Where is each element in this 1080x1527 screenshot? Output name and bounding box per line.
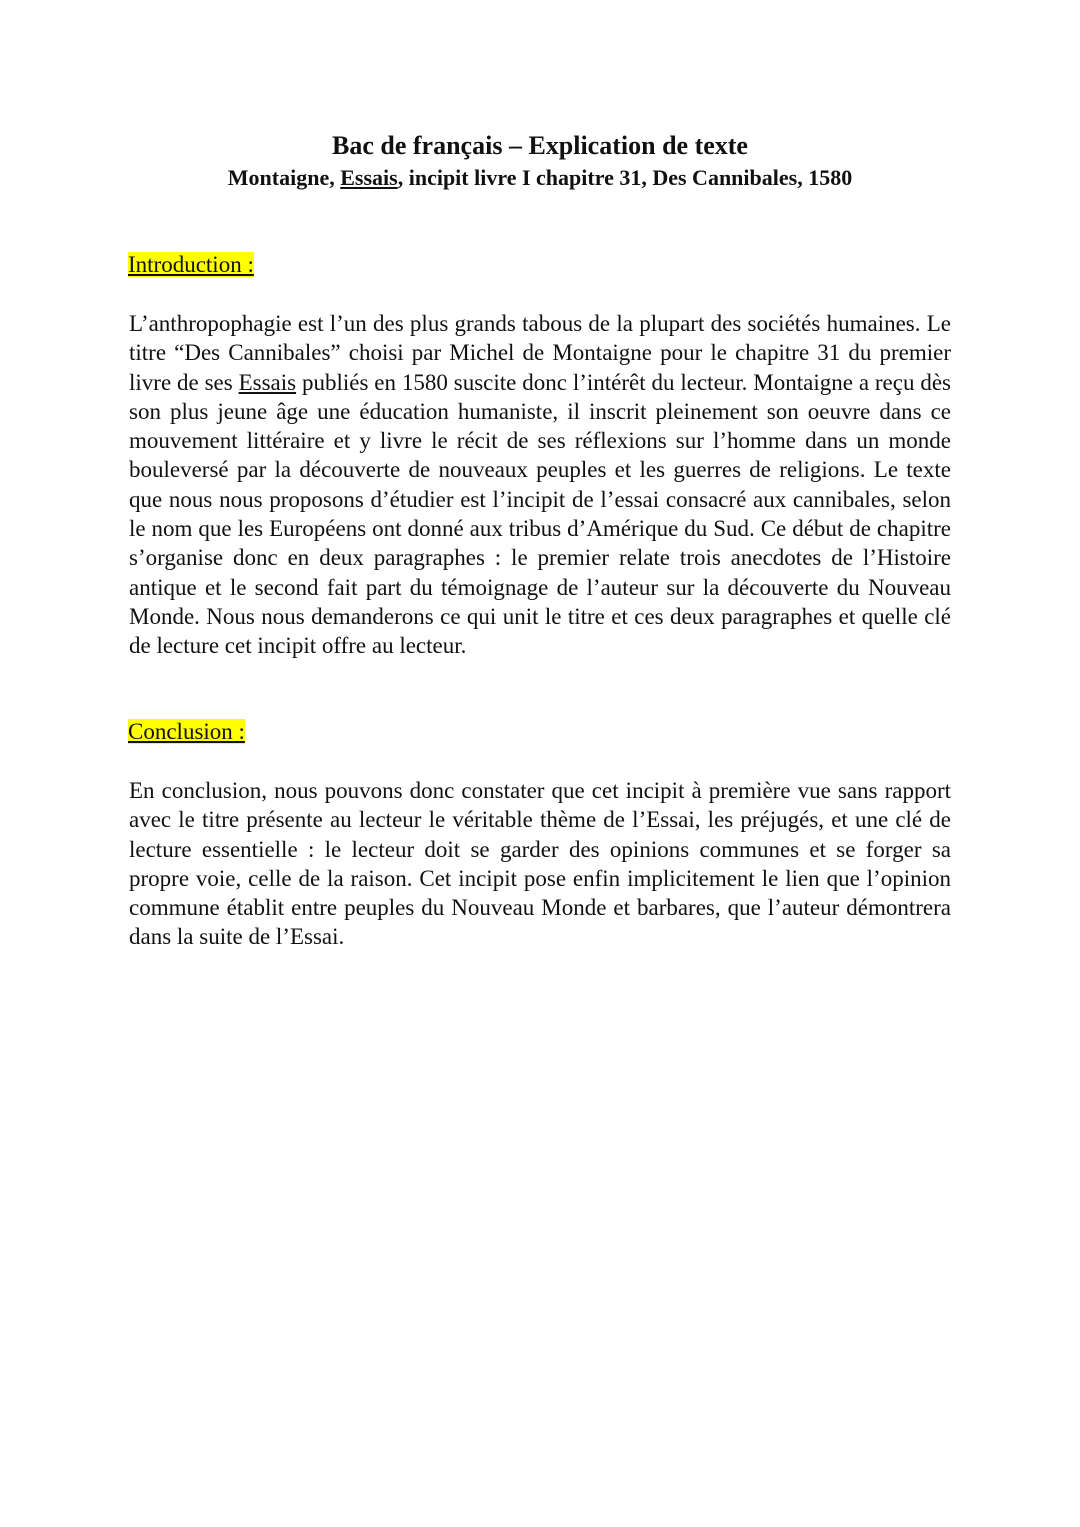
subtitle-details: , incipit livre I chapitre 31, Des Cannibales, 1580 [397, 165, 853, 190]
introduction-text-end: publiés en 1580 suscite donc l’intérêt du lecteur. Montaigne a reçu dès son plus jeune âge une éducation humaniste, il inscrit pleinement son oeuvre dans ce mouvement littéraire et y livre le récit de ses réflexions sur l’homme dans un monde bouleversé par la découverte de nouveaux peuples et les guerres de religions. Le texte que nous nous proposons d’étudier est l’incipit de l’essai consacré aux cannibales, selon le nom que les Européens ont donné aux tribus d’Amérique du Sud. Ce début de chapitre s’organise donc en deux paragraphes : le premier relate trois anecdotes de l’Histoire antique et le second fait part du témoignage de l’auteur sur la découverte du Nouveau Monde. Nous nous demanderons ce qui unit le titre et ces deux paragraphes et quelle clé de lecture cet incipit offre au lecteur. [129, 369, 952, 659]
introduction-heading [128, 250, 254, 280]
introduction-heading-label: Introduction : [128, 252, 254, 277]
introduction-paragraph [129, 309, 951, 661]
introduction-work-title: Essais [238, 369, 297, 395]
introduction-text-start: L’anthropophagie est l’un des plus grands tabous de la plupart des sociétés humaines. Le titre “Des Cannibales” choisi par Michel de Montaigne pour le chapitre 31 du premier livre de ses [129, 311, 951, 395]
conclusion-heading [128, 717, 245, 747]
page-title: Bac de français – Explication de texte [332, 131, 748, 160]
page-subtitle [0, 163, 1080, 193]
conclusion-heading-label: Conclusion : [128, 719, 245, 744]
conclusion-paragraph: En conclusion, nous pouvons donc constater que cet incipit à première vue sans rapport avec le titre présente au lecteur le véritable thème de l’Essai, les préjugés, et une clé de lecture essentielle : le lecteur doit se garder des opinions communes et se forger sa propre voie, celle de la raison. Cet incipit pose enfin implicitement le lien que l’opinion commune établit entre peuples du Nouveau Monde et barbares, que l’auteur démontrera dans la suite de l’Essai. [129, 778, 951, 950]
subtitle-author: Montaigne, [227, 165, 341, 190]
subtitle-work-title: Essais [340, 165, 398, 190]
